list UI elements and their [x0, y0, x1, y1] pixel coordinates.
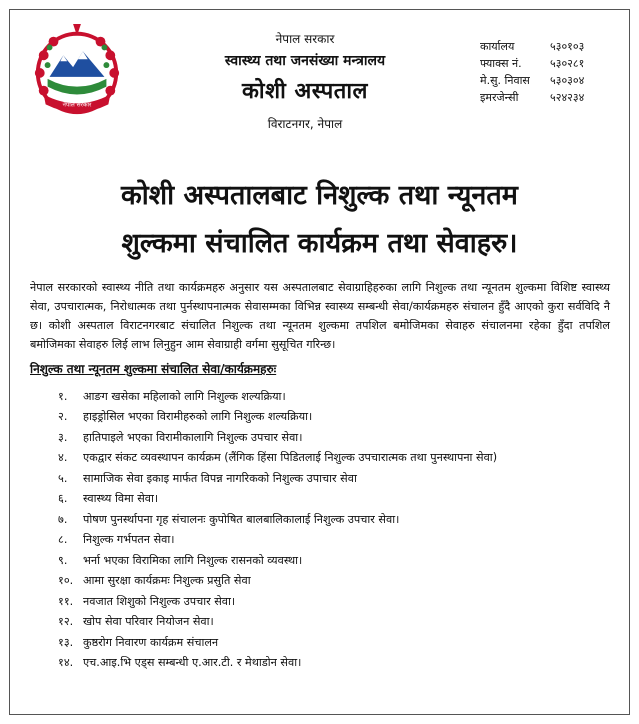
item-number: ६. [58, 492, 68, 506]
list-item [58, 427, 618, 448]
item-number: १४. [58, 656, 74, 670]
contact-row [480, 38, 584, 55]
item-number: ५. [58, 471, 68, 485]
notice-title-line-1: कोशी अस्पतालबाट निशुल्क तथा न्यूनतम [121, 180, 518, 211]
item-number: ३. [58, 430, 68, 444]
item-text: सामाजिक सेवा इकाइ मार्फत विपन्न नागरिकको निशुल्क उपाचार सेवा [83, 471, 357, 485]
item-text: पोषण पुनर्स्थापना गृह संचालनः कुपोषित बालबालिकालाई निशुल्क उपचार सेवा। [83, 512, 400, 526]
list-item [58, 509, 618, 530]
item-number: ९. [58, 553, 68, 567]
item-text: हातिपाइले भएका विरामीकालागि निशुल्क उपचार सेवा। [83, 430, 303, 444]
list-item [58, 550, 618, 571]
contact-value: ५२४२३४ [550, 91, 585, 104]
hospital-location: विराटनगर, नेपाल [267, 117, 343, 131]
contact-numbers [480, 38, 584, 106]
contact-row [480, 89, 584, 106]
letterhead [160, 24, 450, 132]
list-item [58, 386, 618, 407]
item-text: आमा सुरक्षा कार्यक्रमः निशुल्क प्रसुति सेवा [83, 574, 251, 588]
hospital-name: कोशी अस्पताल [242, 79, 368, 104]
contact-label: कार्यालय [480, 40, 515, 53]
government-name: नेपाल सरकार [275, 32, 335, 46]
item-text: एच.आइ.भि एड्स सम्बन्धी ए.आर.टी. र मेथाडोन सेवा। [83, 656, 302, 670]
document-sheet [9, 9, 630, 715]
list-item [58, 407, 618, 428]
services-heading: निशुल्क तथा न्यूनतम शुल्कमा संचालित सेवा/कार्यक्रमहरुः [30, 362, 277, 376]
list-item [58, 612, 618, 633]
item-text: खोप सेवा परिवार नियोजन सेवा। [83, 615, 214, 629]
intro-paragraph: नेपाल सरकारको स्वास्थ्य नीति तथा कार्यक्रमहरु अनुसार यस अस्पतालबाट सेवाग्राहिहरुका लागि निशुल्क तथा न्यूनतम शुल्कमा विशिष्ट स्वास्थ्य सेवा, उपचारात्मक, निरोधात्मक तथा पुर्नस्थापनात्मक सेवासम्मका विभिन्न स्वास्थ्य सम्बन्धी सेवा/कार्यक्रमहरु संचालन हुँदै आएको कुरा सर्वविदि नै छ। कोशी अस्पताल विराटनगरबाट संचालित निशुल्क तथा न्यूनतम शुल्कमा तपशिल बमोजिमका सेवाहरु संचालनमा रहेका हुँदा तपशिल बमोजिमका सेवाहरु लिई लाभ लिनुहुन आम सेवाग्राही वर्गमा सुसूचित गरिन्छ। [30, 281, 610, 351]
ministry-name: स्वास्थ्य तथा जनसंख्या मन्त्रालय [224, 53, 386, 69]
item-text: आङग खसेका महिलाको लागि निशुल्क शल्यक्रिया। [83, 389, 286, 403]
list-item [58, 468, 618, 489]
list-item [58, 591, 618, 612]
item-number: १३. [58, 635, 74, 649]
item-number: २. [58, 410, 68, 424]
item-number: १०. [58, 574, 74, 588]
item-number: १. [58, 389, 68, 403]
contact-label: मे.सु. निवास [480, 74, 530, 87]
item-text: निशुल्क गर्भपतन सेवा। [83, 533, 175, 547]
item-text: स्वास्थ्य विमा सेवा। [83, 492, 159, 506]
item-text: कुष्ठरोग निवारण कार्यक्रम संचालन [83, 635, 219, 649]
list-item [58, 653, 618, 674]
notice-title [10, 172, 629, 268]
item-text: एकद्वार संकट व्यवस्थापन कार्यक्रम (लैंगिक हिंसा पिडितलाई निशुल्क उपचारात्मक तथा पुनस्थापना सेवा) [83, 451, 498, 465]
item-number: ४. [58, 451, 68, 465]
contact-row [480, 55, 584, 72]
item-text: भर्ना भएका विरामिका लागि निशुल्क रासनको व्यवस्था। [83, 553, 303, 567]
item-number: ८. [58, 533, 68, 547]
item-text: नवजात शिशुको निशुल्क उपचार सेवा। [83, 594, 236, 608]
nepal-emblem-icon [28, 22, 126, 120]
list-item [58, 489, 618, 510]
item-number: १२. [58, 615, 74, 629]
services-list [58, 386, 618, 673]
list-item [58, 448, 618, 469]
list-item [58, 571, 618, 592]
notice-title-line-2: शुल्कमा संचालित कार्यक्रम तथा सेवाहरु। [121, 228, 518, 259]
item-text: हाइड्रोसिल भएका विरामीहरुको लागि निशुल्क शल्यक्रिया। [83, 410, 313, 424]
contact-label: इमरजेन्सी [480, 91, 519, 104]
emblem-ribbon-text: नेपाल सरकार [62, 102, 92, 109]
contact-label: फ्याक्स नं. [480, 57, 522, 70]
item-number: ११. [58, 594, 74, 608]
list-item [58, 530, 618, 551]
contact-value: ५३०२८१ [550, 57, 585, 70]
contact-value: ५३०३०४ [550, 74, 585, 87]
list-item [58, 632, 618, 653]
contact-row [480, 72, 584, 89]
contact-value: ५३०१०३ [550, 40, 585, 53]
item-number: ७. [58, 512, 68, 526]
